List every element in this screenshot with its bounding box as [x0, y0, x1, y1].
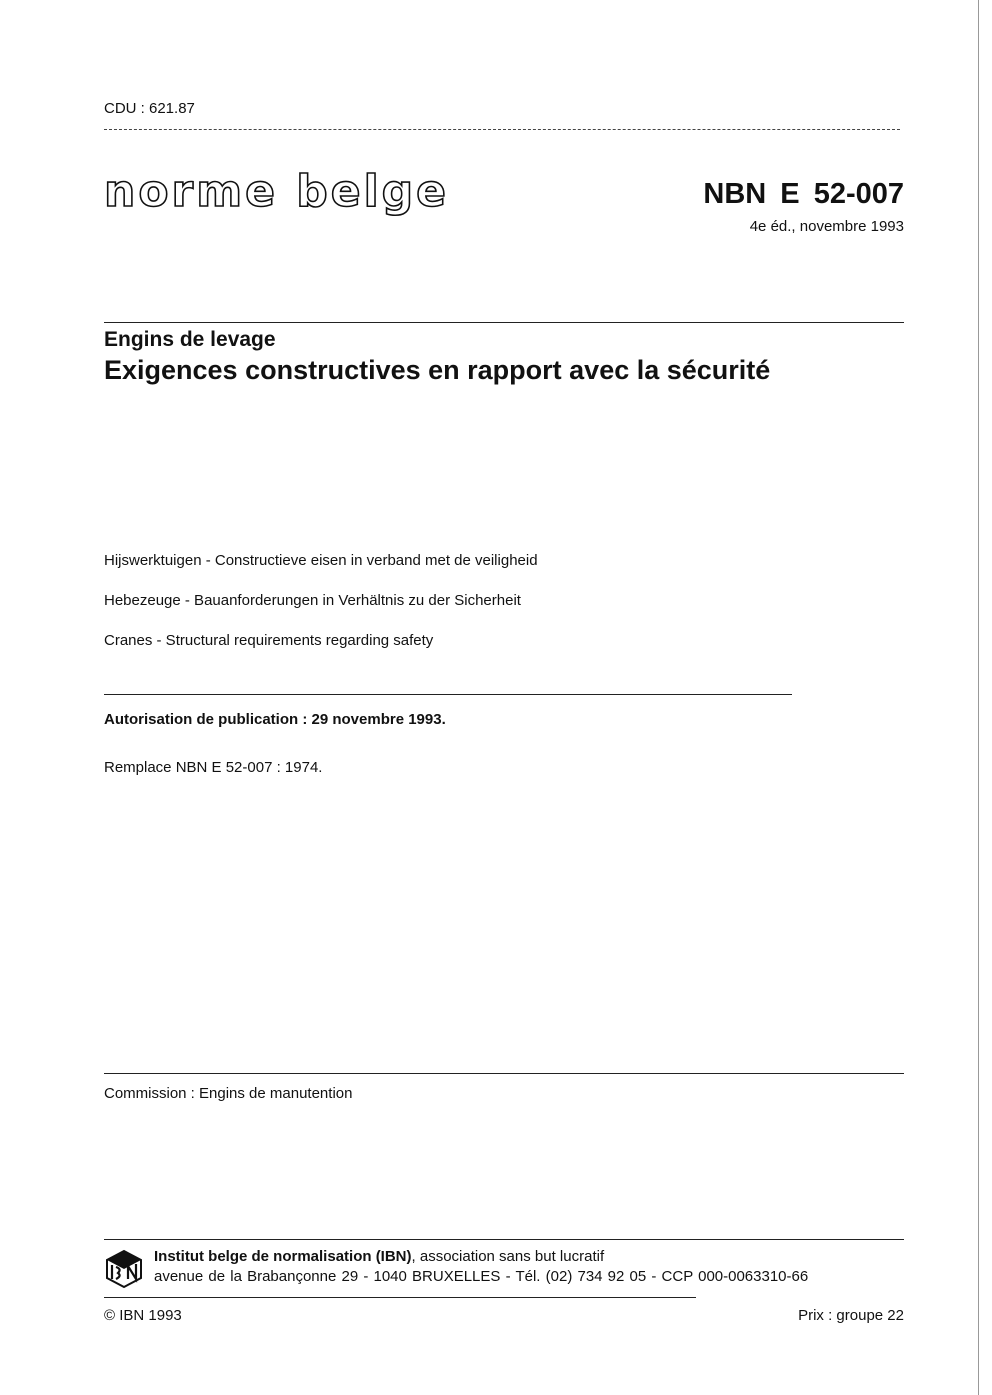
copyright-notice: © IBN 1993: [104, 1307, 182, 1324]
institute-top-rule: [104, 1239, 904, 1240]
document-subtitle: Engins de levage: [104, 328, 276, 351]
scan-edge-line: [978, 0, 979, 1395]
institute-name: Institut belge de normalisation (IBN): [154, 1248, 412, 1265]
replaces-note: Remplace NBN E 52-007 : 1974.: [104, 759, 323, 776]
institute-address: avenue de la Brabançonne 29 - 1040 BRUXELLES - Tél. (02) 734 92 05 - CCP 000-0063310-66: [154, 1268, 809, 1285]
institute-name-line: [154, 1248, 604, 1265]
edition-date: 4e éd., novembre 1993: [749, 218, 904, 235]
publication-authorization: Autorisation de publication : 29 novembre 1993.: [104, 711, 446, 728]
translation-dutch: Hijswerktuigen - Constructieve eisen in verband met de veiligheid: [104, 552, 538, 569]
translations-rule: [104, 694, 792, 695]
institute-description: , association sans but lucratif: [411, 1248, 605, 1265]
translation-german: Hebezeuge - Bauanforderungen in Verhältnis zu der Sicherheit: [104, 592, 521, 609]
title-rule: [104, 322, 904, 323]
document-title: Exigences constructives en rapport avec la sécurité: [104, 355, 771, 385]
commission-label: Commission : Engins de manutention: [104, 1085, 353, 1102]
standard-code: NBN E 52-007: [703, 178, 904, 210]
brand-logo-text: norme belge: [104, 166, 450, 217]
header-rule: [104, 129, 900, 130]
commission-rule: [104, 1073, 904, 1074]
institute-bottom-rule: [104, 1297, 696, 1298]
ibn-logo-icon: [104, 1249, 144, 1289]
cdu-label: CDU : 621.87: [104, 100, 195, 117]
translation-english: Cranes - Structural requirements regarding safety: [104, 632, 434, 649]
price-group: Prix : groupe 22: [798, 1307, 904, 1324]
